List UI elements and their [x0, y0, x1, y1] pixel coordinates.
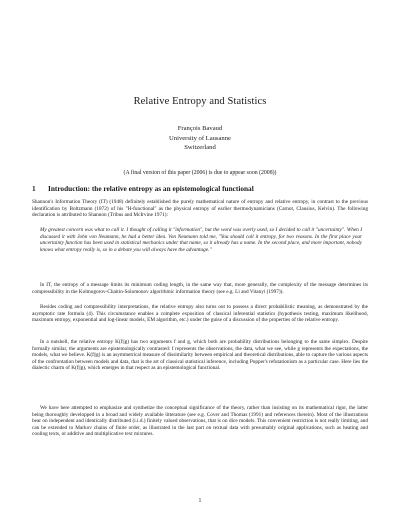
version-note: (A final version of this paper (2006) is due to appear soon (2008))	[123, 170, 277, 176]
author-block	[0, 124, 400, 153]
paragraph-1: Shannon's Information Theory (IT) (1948) definitely established the purely mathematical nature of entropy and relative entropy, in contrast to the previous identification by Boltzmann (1872) of his "H-functional" as the physical entropy of earlier thermodynamicians (Carnot, Clausius, Kelvin). The following declaration is attributed to Shannon (Tribus and McIrvine 1971):	[32, 199, 368, 219]
paragraph-3: Besides coding and compressibility interpretations, the relative entropy also turns out to possess a direct probabilistic meaning, as demonstrated by the asymptotic rate formula (4). This circumstance enables a complete exposition of classical inferential statistics (hypothesis testing, maximum likelihood, maximum entropy, exponential and log-linear models, EM algorithm, etc.) under the guise of a discussion of the properties of the relative entropy.	[32, 304, 368, 324]
paper-title: Relative Entropy and Statistics	[133, 96, 267, 107]
page-number: 1	[198, 498, 202, 504]
author-name: François Bavaud	[177, 125, 223, 132]
section-heading	[32, 184, 372, 193]
section-number: 1	[32, 184, 36, 193]
shannon-quote: My greatest concern was what to call it. I thought of calling it "information", but the word was overly used, so I decided to call it "uncertainty". When I discussed it with John von Neumann, he had a better idea. Von Neumann told me, "You should call it entropy, for two reasons. In the first place your uncertainty function has been used in statistical mechanics under that name, so it already has a name. In the second place, and more important, nobody knows what entropy really is, so in a debate you will always have the advantage."	[40, 227, 362, 253]
paragraph-4: In a nutshell, the relative entropy K(f||g) has two arguments f and g, which both are probability distributions belonging to the same simplex. Despite formally similar, the arguments are epistemologically contrasted: f represents the observations, the data, what we see, while g represents the expectations, the models, what we believe. K(f||g) is an asymmetrical measure of dissimilarity between empirical and theoretical distributions, able to capture the various aspects of the confrontation between models and data, that is the art of classical statistical inference, including Popper's refutationism as a particular case. Here lies the dialectic charm of K(f||g), which emerges in that respect as an epistemological functional.	[32, 339, 368, 372]
affiliation: University of Lausanne	[169, 134, 231, 142]
country: Switzerland	[184, 144, 216, 152]
paragraph-2: In IT, the entropy of a message limits its minimum coding length, in the same way that, more generally, the complexity of the message determines its compressibility in the Kolmogorov-Chaitin-Solomonov algorithmic information theory (see e.g. Li and Vitanyi (1997)).	[32, 282, 368, 295]
section-title: Introduction: the relative entropy as an epistemological functional	[48, 184, 254, 193]
paragraph-5: We have here attempted to emphasize and synthetize the conceptual significance of the theory, rather than insisting on its mathematical rigor, the latter being thoroughly developped in a broad and widely available litterature (see e.g. Cover and Thomas (1991) and references therein). Most of the illustrations bear on independent and identically distributed (i.i.d.) finitely valued observations, that is on dice models. This convenient restriction is not really limiting, and can be extended to Markov chains of finite order, as illustrated in the last part on textual data with presumably original applications, such as heating and cooling texts, or additive and multiplicative text mixtures.	[32, 405, 368, 438]
